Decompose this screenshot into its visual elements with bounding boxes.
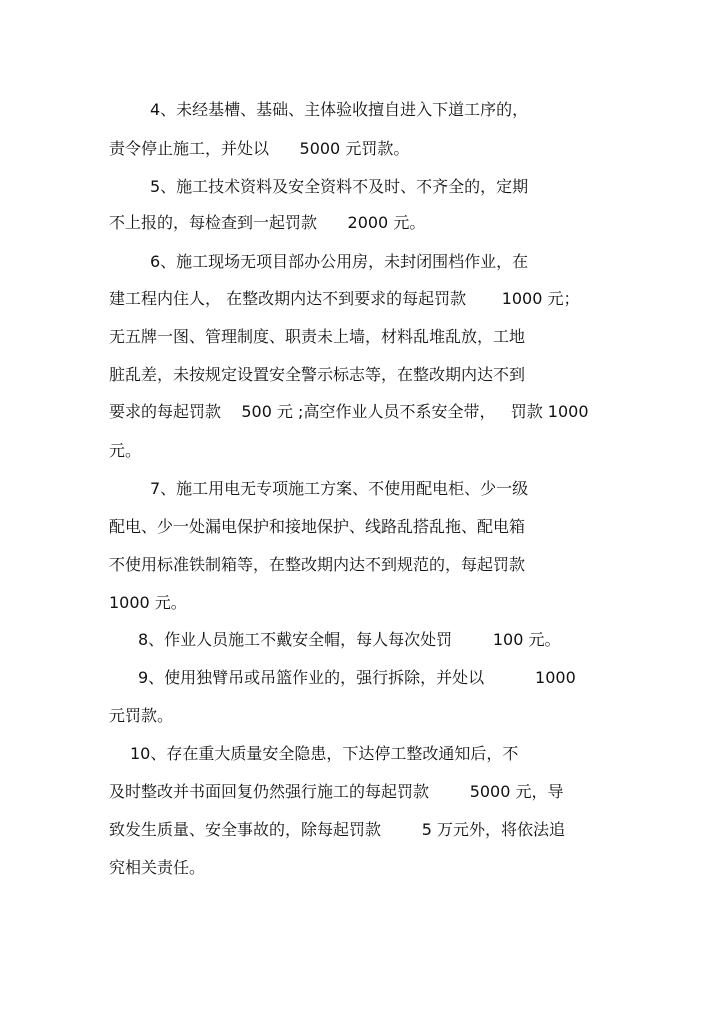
rule-7-line-2: 配电、少一处漏电保护和接地保护、线路乱搭乱拖、配电箱 [109, 517, 526, 536]
rule-7-line-1: 7、施工用电无专项施工方案、不使用配电柜、少一级 [150, 479, 529, 498]
rule-6-line-6: 元。 [109, 441, 142, 460]
rule-10-line-2: 及时整改并书面回复仍然强行施工的每起罚款 5000 元，导 [109, 782, 564, 801]
rule-9-line-1: 9、使用独臂吊或吊篮作业的，强行拆除，并处以 1000 [138, 668, 576, 687]
rule-4-line-1: 4、未经基槽、基础、主体验收擅自进入下道工序的， [150, 100, 529, 119]
rule-6-line-3: 无五牌一图、管理制度、职责未上墙，材料乱堆乱放，工地 [109, 327, 526, 346]
rule-6-line-5: 要求的每起罚款 500 元 ;高空作业人员不系安全带， 罚款 1000 [109, 402, 589, 421]
rule-10-line-3: 致发生质量、安全事故的，除每起罚款 5 万元外，将依法追 [109, 820, 565, 839]
rule-10-line-4: 究相关责任。 [109, 858, 206, 877]
rule-6-line-4: 脏乱差，未按规定设置安全警示标志等，在整改期内达不到 [109, 365, 526, 384]
rule-5-line-1: 5、施工技术资料及安全资料不及时、不齐全的，定期 [150, 177, 529, 196]
rule-4-line-2: 责令停止施工，并处以 5000 元罚款。 [109, 139, 410, 158]
rule-6-line-2: 建工程内住人， 在整改期内达不到要求的每起罚款 1000 元； [109, 289, 580, 308]
rule-7-line-4: 1000 元。 [109, 593, 187, 612]
rule-6-line-1: 6、施工现场无项目部办公用房，未封闭围档作业，在 [150, 252, 529, 271]
rule-10-line-1: 10、存在重大质量安全隐患，下达停工整改通知后，不 [130, 744, 519, 763]
rule-8-line-1: 8、作业人员施工不戴安全帽，每人每次处罚 100 元。 [138, 630, 561, 649]
rule-9-line-2: 元罚款。 [109, 706, 174, 725]
rule-7-line-3: 不使用标准铁制箱等，在整改期内达不到规范的，每起罚款 [109, 555, 526, 574]
rule-5-line-2: 不上报的，每检查到一起罚款 2000 元。 [109, 213, 426, 232]
